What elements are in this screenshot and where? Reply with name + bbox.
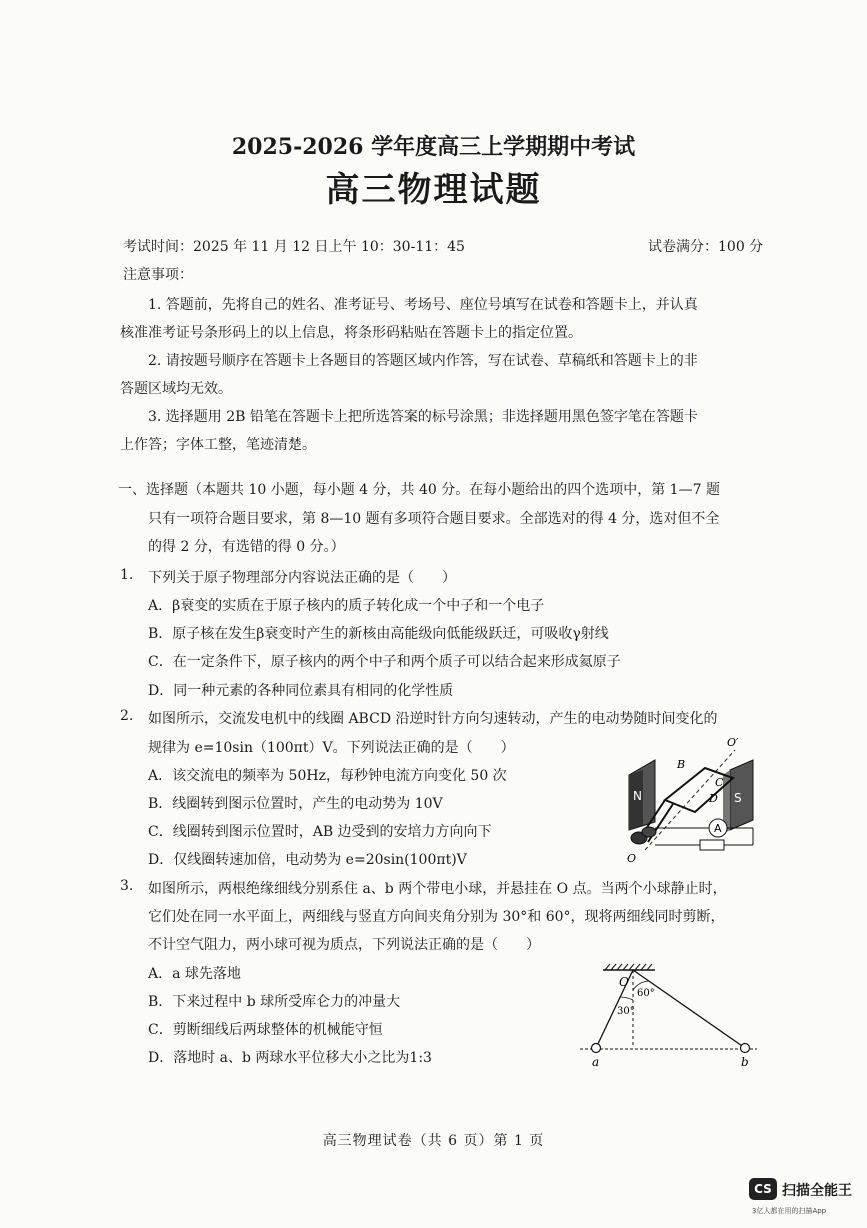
pivot-o-label: O (619, 975, 629, 989)
q2-number: 2. (120, 708, 134, 724)
notice-line-1: 1. 答题前，先将自己的姓名、准考证号、考场号、座位号填写在试卷和答题卡上，并认真 (148, 297, 698, 313)
notice-heading: 注意事项： (123, 267, 193, 283)
notice-line-5: 3. 选择题用 2B 铅笔在答题卡上把所选答案的标号涂黑；非选择题用黑色签字笔在答题卡 (148, 409, 698, 425)
q3-number: 3. (120, 878, 134, 894)
watermark-app-name: 扫描全能王 (782, 1183, 852, 1199)
magnet-s-label: S (734, 791, 742, 805)
watermark-tagline: 3亿人都在用的扫描App (752, 1207, 827, 1215)
notice-line-4: 答题区域均无效。 (120, 381, 232, 397)
coil-d-label: D (709, 792, 718, 805)
axis-o-label: O (627, 852, 637, 865)
ball-a-label: a (592, 1055, 600, 1069)
q2-option-a: A．该交流电的频率为 50Hz，每秒钟电流方向变化 50 次 (148, 768, 507, 784)
notice-line-6: 上作答；字体工整，笔迹清楚。 (120, 437, 316, 453)
q1-number: 1. (120, 567, 134, 583)
magnet-n-label: N (633, 789, 642, 803)
q1-option-a: A．β衰变的实质在于原子核内的质子转化成一个中子和一个电子 (148, 598, 545, 614)
section1-line-3: 的得 2 分，有选错的得 0 分。） (148, 539, 345, 555)
page-footer: 高三物理试卷（共 6 页）第 1 页 (322, 1133, 545, 1149)
q2-stem-2: 规律为 e=10sin（100πt）V。下列说法正确的是（ ） (148, 740, 515, 756)
angle-60-label: 60° (637, 988, 655, 999)
q3-stem-2: 它们处在同一水平面上，两细线与竖直方向间夹角分别为 30°和 60°，现将两细线同时剪断， (148, 909, 725, 925)
q3-pendulum-figure (575, 962, 760, 1072)
q1-option-c: C．在一定条件下，原子核内的两个中子和两个质子可以结合起来形成氦原子 (148, 654, 621, 670)
coil-b-label: B (677, 758, 686, 771)
notice-line-3: 2. 请按题号顺序在答题卡上各题目的答题区域内作答，写在试卷、草稿纸和答题卡上的非 (148, 353, 698, 369)
q3-option-d: D．落地时 a、b 两球水平位移大小之比为1:3 (148, 1050, 432, 1066)
ball-b-label: b (741, 1055, 749, 1069)
exam-title: 2025-2026 学年度高三上学期期中考试 (231, 134, 636, 160)
camscanner-logo-icon: CS (749, 1178, 777, 1200)
q2-option-d: D．仅线圈转速加倍，电动势为 e=20sin(100πt)V (148, 852, 467, 868)
angle-30-label: 30° (617, 1006, 635, 1017)
exam-time: 考试时间：2025 年 11 月 12 日上午 10：30-11：45 (123, 239, 465, 255)
q2-stem-1: 如图所示，交流发电机中的线圈 ABCD 沿逆时针方向匀速转动，产生的电动势随时间变化的 (148, 711, 718, 727)
q2-generator-figure (615, 730, 765, 865)
paper-subtitle: 高三物理试题 (325, 170, 542, 210)
notice-line-2: 核准准考证号条形码上的以上信息，将条形码粘贴在答题卡上的指定位置。 (120, 325, 582, 341)
q3-option-a: A．a 球先落地 (148, 966, 241, 982)
q3-stem-1: 如图所示，两根绝缘细线分别系住 a、b 两个带电小球，并悬挂在 O 点。当两个小球静止时， (148, 881, 727, 897)
section1-line-1: 一、选择题（本题共 10 小题，每小题 4 分，共 40 分。在每小题给出的四个选项中，第 1—7 题 (118, 482, 720, 498)
q1-option-b: B．原子核在发生β衰变时产生的新核由高能级向低能级跃迁，可吸收γ射线 (148, 626, 609, 642)
q2-option-b: B．线圈转到图示位置时，产生的电动势为 10V (148, 796, 443, 812)
q3-option-c: C．剪断细线后两球整体的机械能守恒 (148, 1022, 383, 1038)
q2-option-c: C．线圈转到图示位置时，AB 边受到的安培力方向向下 (148, 824, 492, 840)
q3-option-b: B．下来过程中 b 球所受库仑力的冲量大 (148, 994, 401, 1010)
coil-c-label: C (715, 776, 724, 789)
q1-option-d: D．同一种元素的各种同位素具有相同的化学性质 (148, 683, 454, 699)
axis-o-prime-label: O′ (727, 736, 739, 749)
section1-line-2: 只有一项符合题目要求，第 8—10 题有多项符合题目要求。全部选对的得 4 分，选对但不全 (148, 511, 720, 527)
full-score: 试卷满分：100 分 (648, 239, 764, 255)
ammeter-label: A (714, 822, 722, 835)
q1-stem: 下列关于原子物理部分内容说法正确的是（ ） (148, 570, 456, 586)
q3-stem-3: 不计空气阻力，两小球可视为质点，下列说法正确的是（ ） (148, 937, 540, 953)
